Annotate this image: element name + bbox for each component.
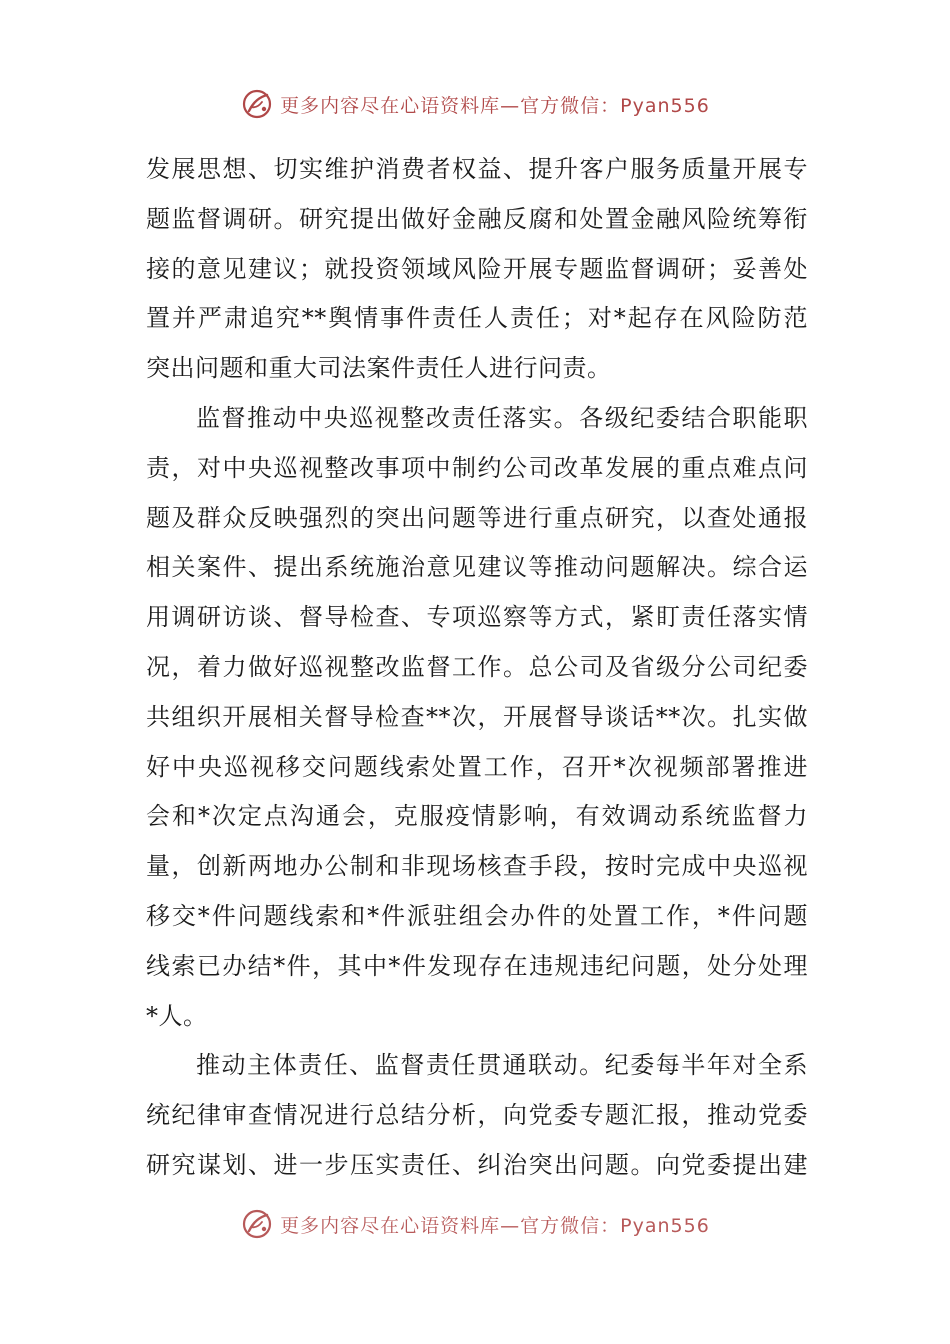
header-watermark [0,86,950,122]
text-line: 统纪律审查情况进行总结分析，向党委专题汇报，推动党委 [146,1101,808,1130]
text-line: 会和*次定点沟通会，克服疫情影响，有效调动系统监督力 [146,802,808,831]
text-line: 线索已办结*件，其中*件发现存在违规违纪问题，处分处理 [146,951,808,980]
watermark-text: 更多内容尽在心语资料库—官方微信：Pyan556 [280,94,710,117]
footer-watermark [0,1206,950,1242]
logo-icon [240,1207,274,1241]
logo-icon [240,87,274,121]
text-line: 移交*件问题线索和*件派驻组会办件的处置工作，*件问题 [146,901,808,930]
text-line: 接的意见建议；就投资领域风险开展专题监督调研；妥善处 [146,254,808,283]
text-line: 相关案件、提出系统施治意见建议等推动问题解决。综合运 [146,553,808,582]
text-line: 突出问题和重大司法案件责任人进行问责。 [146,354,612,383]
text-line: 用调研访谈、督导检查、专项巡察等方式，紧盯责任落实情 [146,603,808,632]
document-body [146,145,808,1191]
text-line: 好中央巡视移交问题线索处置工作，召开*次视频部署推进 [146,752,808,781]
text-line: 责，对中央巡视整改事项中制约公司改革发展的重点难点问 [146,453,808,482]
paragraph-start-line: 监督推动中央巡视整改责任落实。各级纪委结合职能职 [196,403,808,432]
paragraph-start-line: 推动主体责任、监督责任贯通联动。纪委每半年对全系 [196,1051,808,1080]
text-line: 题监督调研。研究提出做好金融反腐和处置金融风险统筹衔 [146,204,808,233]
text-line: 置并严肃追究**舆情事件责任人责任；对*起存在风险防范 [146,304,808,333]
text-line: 研究谋划、进一步压实责任、纠治突出问题。向党委提出建 [146,1150,808,1179]
watermark-text: 更多内容尽在心语资料库—官方微信：Pyan556 [280,1214,710,1237]
text-line: 发展思想、切实维护消费者权益、提升客户服务质量开展专 [146,155,808,183]
text-line: *人。 [146,1001,208,1030]
text-line: 共组织开展相关督导检查**次，开展督导谈话**次。扎实做 [146,702,808,731]
text-line: 题及群众反映强烈的突出问题等进行重点研究，以查处通报 [146,503,808,532]
text-line: 量，创新两地办公制和非现场核查手段，按时完成中央巡视 [146,852,808,881]
text-line: 况，着力做好巡视整改监督工作。总公司及省级分公司纪委 [146,652,808,681]
